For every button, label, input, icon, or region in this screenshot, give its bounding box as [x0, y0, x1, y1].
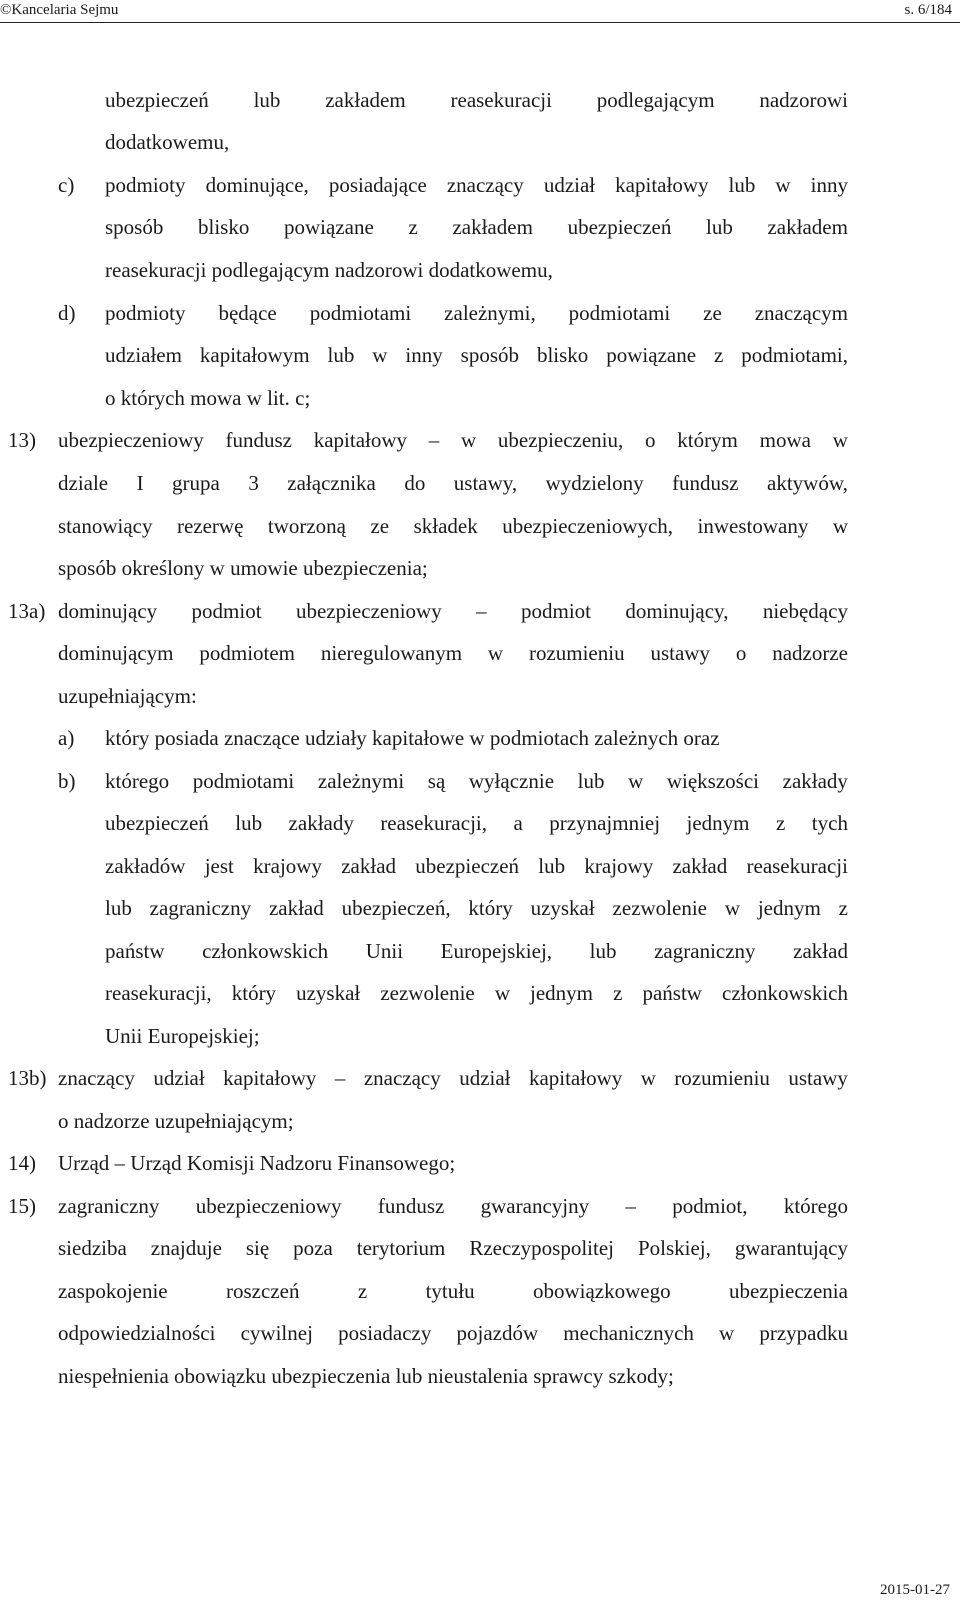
word: ustawy	[650, 641, 710, 665]
word: –	[428, 428, 440, 452]
word: kapitałowy	[313, 428, 408, 452]
word: podmiot	[191, 599, 262, 623]
page-header	[0, 0, 960, 23]
item-label: 13a)	[8, 599, 46, 623]
word: w	[494, 981, 510, 1005]
text-line: Unii Europejskiej;	[105, 1024, 260, 1048]
text-line	[58, 1192, 848, 1220]
word: z	[776, 811, 786, 835]
word: podmiot,	[672, 1194, 748, 1218]
text-line: o których mowa w lit. c;	[105, 386, 311, 410]
text-line	[58, 1064, 848, 1092]
word: dominującym	[58, 641, 174, 665]
word: zakład	[268, 896, 324, 920]
word: w	[487, 641, 504, 665]
word: zakładem	[452, 215, 533, 239]
word: podmioty	[105, 301, 186, 325]
word: gwarancyjny	[480, 1194, 590, 1218]
word: uzyskał	[530, 896, 595, 920]
word: lub	[705, 215, 733, 239]
word: który	[468, 896, 513, 920]
word: –	[625, 1194, 636, 1218]
text-line	[58, 512, 848, 540]
word: fundusz	[225, 428, 292, 452]
word: Unii	[365, 939, 404, 963]
item-label: d)	[58, 301, 76, 325]
text-line	[58, 639, 848, 667]
word: ubezpieczeniowych,	[502, 514, 674, 538]
word: fundusz	[672, 471, 739, 495]
header-page-number: s. 6/184	[904, 2, 952, 18]
word: terytorium	[356, 1236, 446, 1260]
word: posiadające	[328, 173, 427, 197]
word: lub	[105, 896, 132, 920]
word: ubezpieczeń	[415, 854, 520, 878]
word: w	[724, 896, 740, 920]
text-line	[105, 767, 848, 795]
word: podmiot	[521, 599, 592, 623]
word: podlegającym	[596, 88, 715, 112]
word: uzyskał	[296, 981, 361, 1005]
word: jednym	[686, 811, 750, 835]
word: zakład	[672, 854, 728, 878]
word: lub	[577, 769, 605, 793]
word: kapitałowy	[615, 173, 709, 197]
word: z	[408, 215, 418, 239]
word: ubezpieczeniu,	[497, 428, 624, 452]
word: –	[334, 1066, 346, 1090]
word: znaczący	[58, 1066, 135, 1090]
word: Europejskiej,	[440, 939, 553, 963]
word: obowiązkowego	[532, 1279, 671, 1303]
text-line: reasekuracji podlegającym nadzorowi dodatkowemu,	[105, 258, 553, 282]
item-label: 15)	[8, 1194, 36, 1218]
word: z	[613, 981, 623, 1005]
text-line: który posiada znaczące udziały kapitałowe w podmiotach zależnych oraz	[105, 726, 720, 750]
word: reasekuracji,	[380, 811, 487, 835]
word: udział	[153, 1066, 205, 1090]
word: tytułu	[425, 1279, 475, 1303]
word: rozumieniu	[674, 1066, 770, 1090]
word: zagraniczny	[58, 1194, 160, 1218]
word: podmiotem	[199, 641, 296, 665]
word: dominujący,	[625, 599, 729, 623]
word: ubezpieczeń	[567, 215, 672, 239]
word: jest	[204, 854, 234, 878]
text-line: dodatkowemu,	[105, 130, 230, 154]
word: zagraniczny	[149, 896, 252, 920]
word: krajowy	[584, 854, 654, 878]
word: lub	[538, 854, 566, 878]
word: I	[136, 471, 144, 495]
word: kapitałowy	[528, 1066, 623, 1090]
word: roszczeń	[226, 1279, 300, 1303]
text-line: niespełnienia obowiązku ubezpieczenia lub nieustalenia sprawcy szkody;	[58, 1364, 674, 1388]
word: z	[357, 1279, 368, 1303]
text-line	[105, 852, 848, 880]
word: krajowy	[253, 854, 322, 878]
word: inny	[405, 343, 443, 367]
word: jednym	[757, 896, 821, 920]
word: zależnymi,	[444, 301, 536, 325]
word: wyłącznie	[468, 769, 555, 793]
word: wydzielony	[545, 471, 644, 495]
word: ze	[370, 514, 390, 538]
text-line	[105, 341, 848, 369]
word: ubezpieczeń	[105, 811, 209, 835]
word: zakładem	[767, 215, 848, 239]
word: 3	[248, 471, 259, 495]
word: gwarantujący	[734, 1236, 848, 1260]
word: ubezpieczeń,	[341, 896, 451, 920]
text-line	[58, 1234, 848, 1262]
word: zezwolenie	[380, 981, 475, 1005]
word: tworzoną	[267, 514, 346, 538]
word: zakład	[341, 854, 397, 878]
word: znaczący	[446, 173, 524, 197]
word: blisko	[198, 215, 250, 239]
word: do	[404, 471, 426, 495]
word: lub	[327, 343, 355, 367]
word: podmiotami	[309, 301, 412, 325]
item-label: 13b)	[8, 1066, 47, 1090]
word: udział	[459, 1066, 511, 1090]
word: zakładem	[325, 88, 406, 112]
word: składek	[413, 514, 478, 538]
word: w	[832, 428, 848, 452]
word: w	[372, 343, 388, 367]
word: dominujące,	[205, 173, 309, 197]
word: zagraniczny	[654, 939, 756, 963]
word: Polskiej,	[637, 1236, 711, 1260]
text-line: o nadzorze uzupełniającym;	[58, 1109, 294, 1133]
word: aktywów,	[767, 471, 848, 495]
word: państw	[642, 981, 702, 1005]
word: ubezpieczeniowy	[295, 599, 442, 623]
word: w	[832, 514, 848, 538]
word: dziale	[58, 471, 109, 495]
word: w	[640, 1066, 656, 1090]
word: lub	[589, 939, 617, 963]
word: reasekuracji	[450, 88, 552, 112]
word: ze	[703, 301, 722, 325]
text-line	[58, 1277, 848, 1305]
word: z	[838, 896, 848, 920]
item-label: a)	[58, 726, 75, 750]
word: się	[245, 1236, 270, 1260]
word: rezerwę	[176, 514, 244, 538]
word: a	[513, 811, 523, 835]
text-line	[105, 979, 848, 1007]
word: zależnymi	[317, 769, 405, 793]
word: fundusz	[377, 1194, 445, 1218]
item-label: c)	[58, 173, 75, 197]
text-line	[105, 171, 848, 199]
word: udział	[543, 173, 596, 197]
text-line: Urząd – Urząd Komisji Nadzoru Finansowego;	[58, 1151, 456, 1175]
word: ubezpieczeń	[105, 88, 209, 112]
word: kapitałowy	[223, 1066, 317, 1090]
word: jednym	[530, 981, 594, 1005]
word: z	[713, 343, 724, 367]
text-line	[105, 894, 848, 922]
word: przypadku	[759, 1321, 848, 1345]
word: lub	[253, 88, 281, 112]
word: sposób	[105, 215, 164, 239]
text-line	[58, 426, 848, 454]
text-line: uzupełniającym:	[58, 684, 197, 708]
word: inny	[810, 173, 848, 197]
word: niebędący	[762, 599, 848, 623]
word: poza	[293, 1236, 333, 1260]
word: kapitałowym	[199, 343, 310, 367]
word: sposób	[460, 343, 520, 367]
word: państw	[105, 939, 165, 963]
word: w	[775, 173, 791, 197]
word: podmioty	[105, 173, 186, 197]
word: lub	[728, 173, 756, 197]
word: podmiotami	[192, 769, 295, 793]
text-line	[58, 597, 848, 625]
header-copyright: ©Kancelaria Sejmu	[0, 2, 119, 18]
word: udziałem	[105, 343, 182, 367]
text-line	[58, 469, 848, 497]
word: zaspokojenie	[58, 1279, 168, 1303]
word: zakłady	[288, 811, 354, 835]
word: którym	[677, 428, 738, 452]
word: –	[476, 599, 487, 623]
word: nieregulowanym	[320, 641, 463, 665]
word: członkowskich	[722, 981, 848, 1005]
word: znaczący	[363, 1066, 441, 1090]
word: nadzorowi	[759, 88, 848, 112]
word: zakład	[793, 939, 848, 963]
item-label: 13)	[8, 428, 36, 452]
word: ustawy	[788, 1066, 848, 1090]
word: w	[628, 769, 644, 793]
word: o	[735, 641, 747, 665]
text-line	[58, 1319, 848, 1347]
word: powiązane	[284, 215, 374, 239]
word: którego	[105, 769, 170, 793]
word: pojazdów	[456, 1321, 539, 1345]
word: ubezpieczeniowy	[195, 1194, 342, 1218]
word: cywilnej	[240, 1321, 313, 1345]
word: stanowiący	[58, 514, 153, 538]
word: reasekuracji	[746, 854, 848, 878]
word: są	[427, 769, 446, 793]
word: dominujący	[58, 599, 158, 623]
word: Rzeczypospolitej	[469, 1236, 614, 1260]
word: nadzorze	[772, 641, 848, 665]
word: będące	[218, 301, 277, 325]
word: którego	[783, 1194, 848, 1218]
word: większości	[666, 769, 760, 793]
word: powiązane	[606, 343, 697, 367]
word: podmiotami	[568, 301, 671, 325]
word: siedziba	[58, 1236, 127, 1260]
word: członkowskich	[202, 939, 329, 963]
word: zakłady	[782, 769, 848, 793]
word: w	[719, 1321, 735, 1345]
word: ubezpieczeniowy	[58, 428, 204, 452]
word: przynajmniej	[549, 811, 661, 835]
word: załącznika	[287, 471, 376, 495]
word: mechanicznych	[563, 1321, 694, 1345]
word: zakładów	[105, 854, 186, 878]
text-line	[105, 213, 848, 241]
item-label: b)	[58, 769, 76, 793]
word: inwestowany	[697, 514, 809, 538]
word: w	[461, 428, 477, 452]
word: znaczącym	[754, 301, 848, 325]
word: ubezpieczenia	[729, 1279, 848, 1303]
word: znajduje	[150, 1236, 222, 1260]
text-line	[105, 299, 848, 327]
word: zezwolenie	[612, 896, 707, 920]
word: mowa	[759, 428, 811, 452]
word: reasekuracji,	[105, 981, 212, 1005]
text-line	[105, 937, 848, 965]
text-line	[105, 86, 848, 114]
footer-date: 2015-01-27	[880, 1582, 950, 1598]
word: ustawy,	[453, 471, 518, 495]
word: grupa	[172, 471, 220, 495]
text-line	[105, 809, 848, 837]
word: posiadaczy	[338, 1321, 432, 1345]
text-line: sposób określony w umowie ubezpieczenia;	[58, 556, 428, 580]
word: rozumieniu	[528, 641, 625, 665]
item-label: 14)	[8, 1151, 36, 1175]
word: który	[231, 981, 277, 1005]
word: podmiotami,	[741, 343, 848, 367]
word: tych	[811, 811, 848, 835]
word: lub	[235, 811, 263, 835]
word: o	[645, 428, 656, 452]
word: blisko	[536, 343, 589, 367]
word: odpowiedzialności	[58, 1321, 216, 1345]
